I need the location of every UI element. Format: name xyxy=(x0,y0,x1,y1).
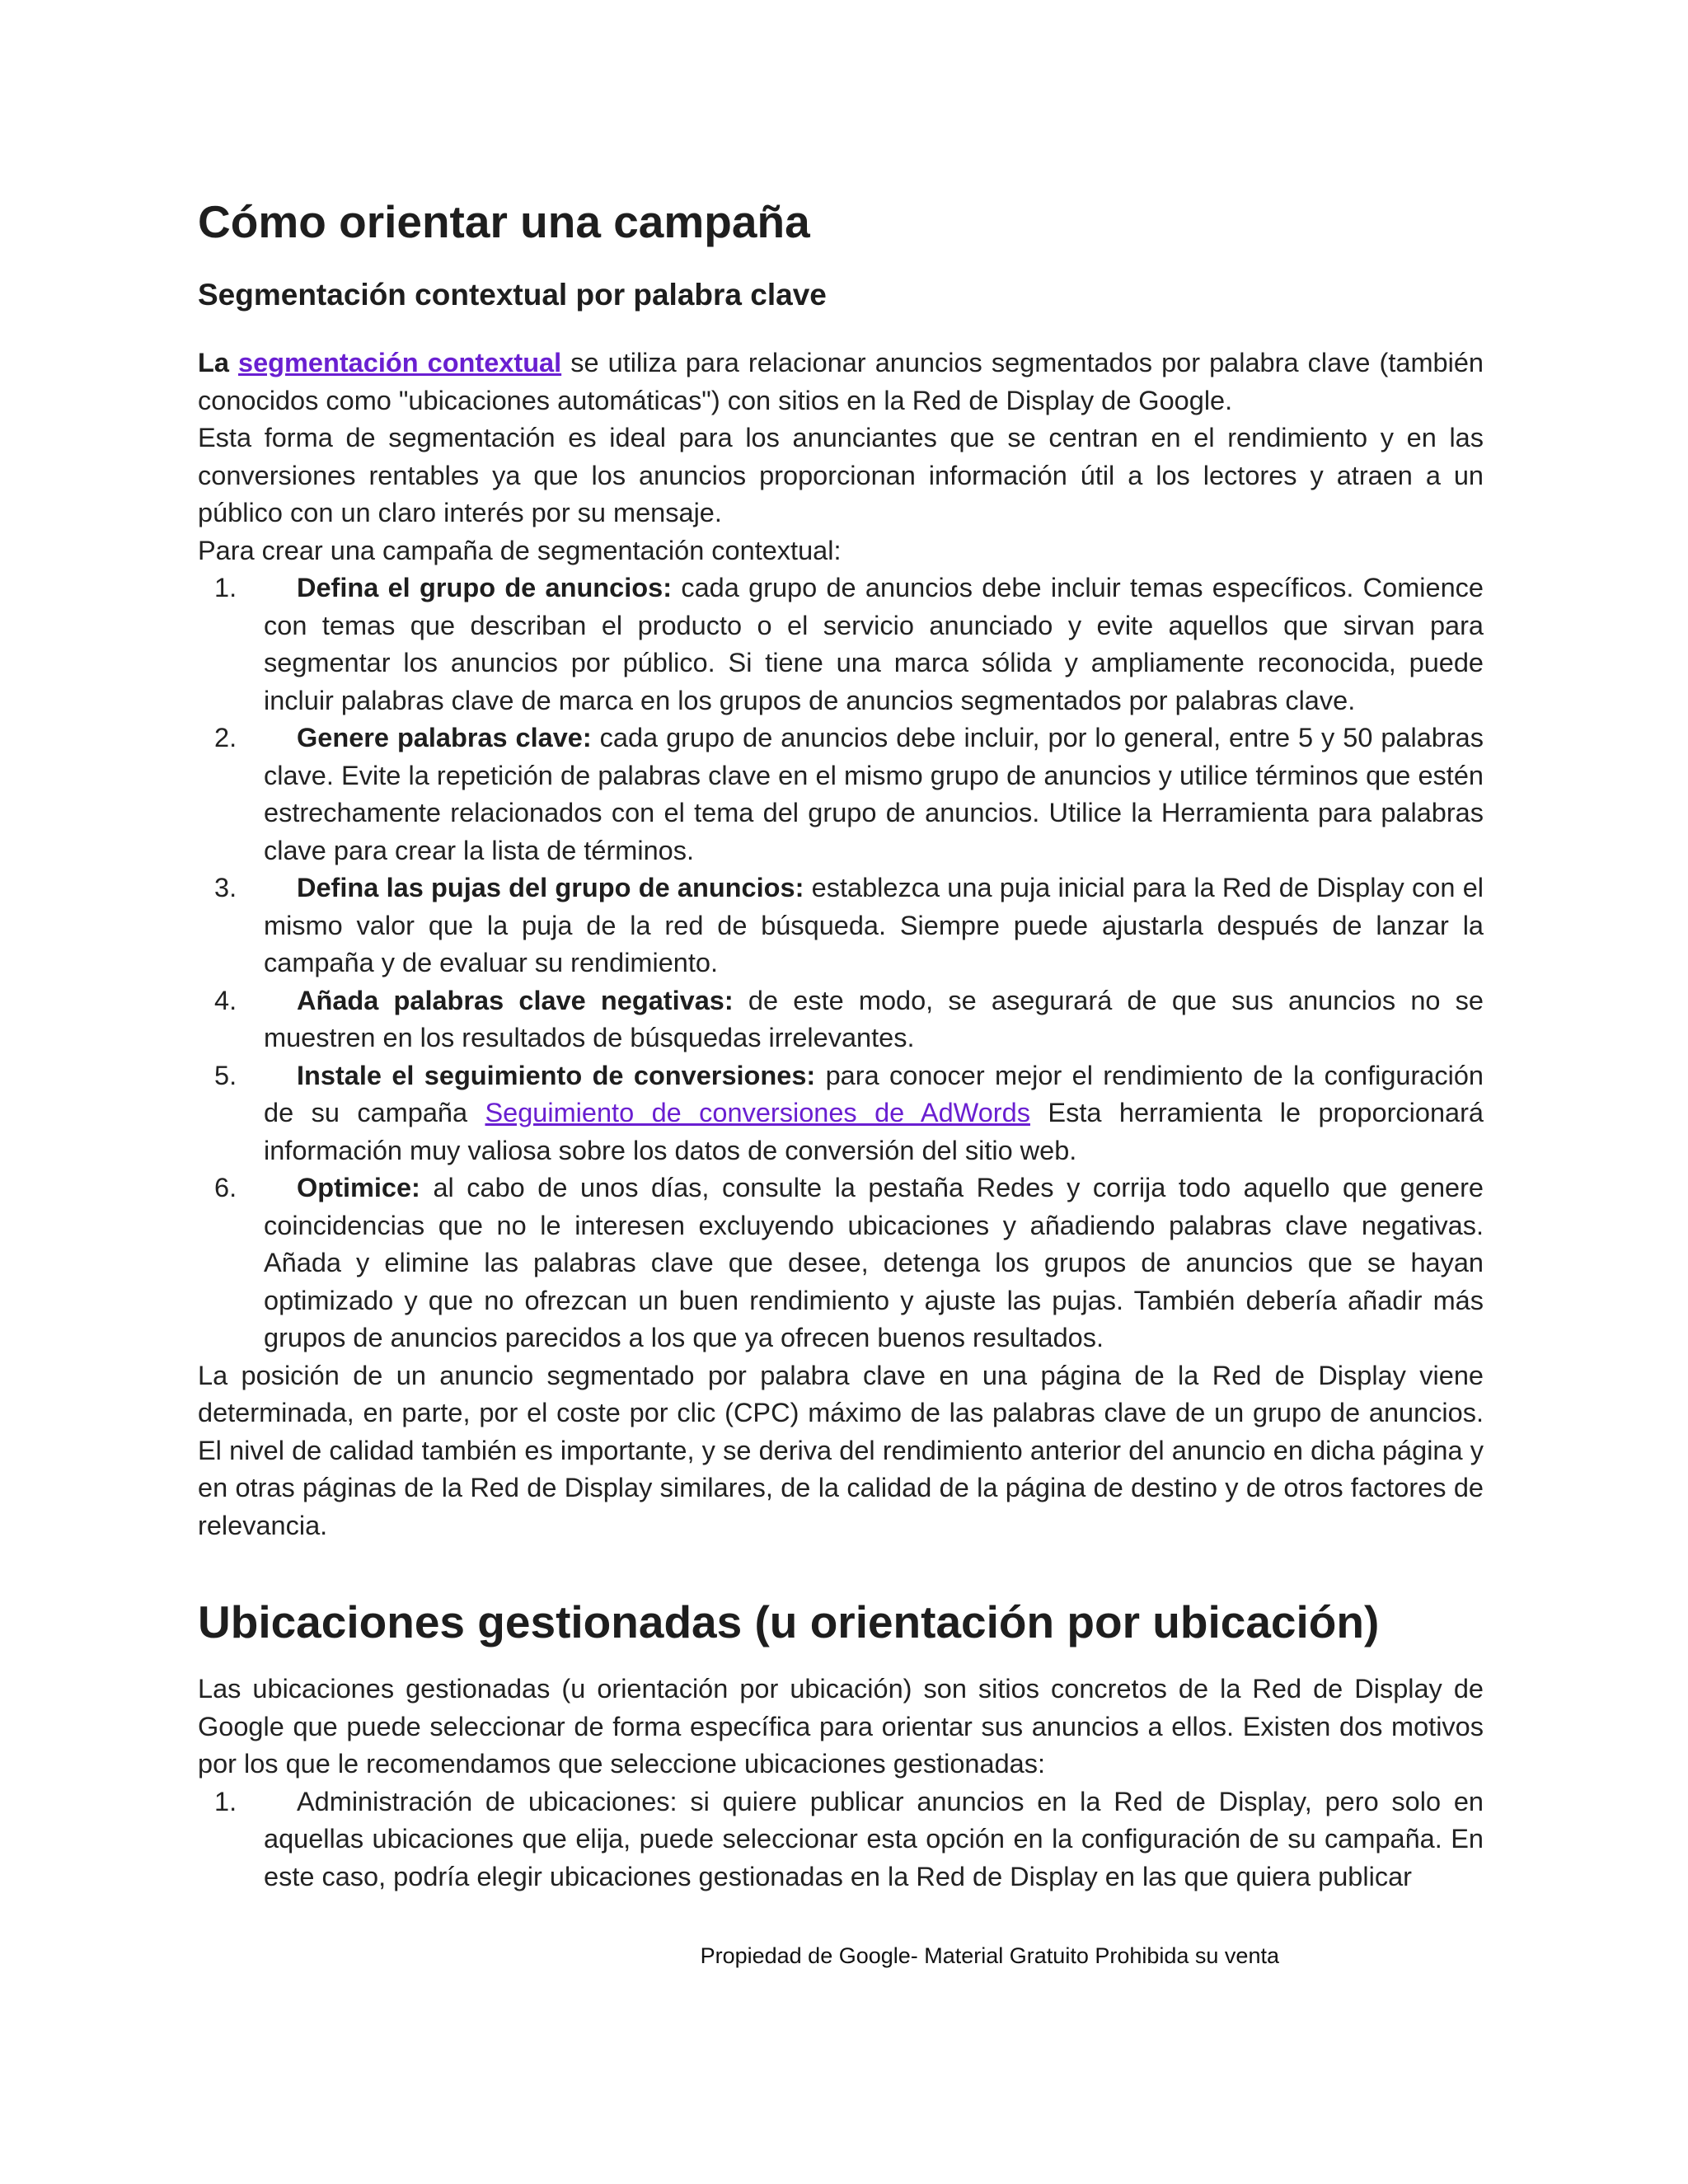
intro-paragraph xyxy=(198,344,1484,419)
list-item xyxy=(198,719,1484,869)
list-item xyxy=(198,1057,1484,1170)
list-intro: Para crear una campaña de segmentación contextual: xyxy=(198,535,842,565)
list-number: 5. xyxy=(214,1060,237,1090)
list-item xyxy=(198,1783,1484,1896)
intro-prefix: La xyxy=(198,348,229,377)
step-text: establezca una puja inicial para la Red de Display con el mismo valor que la puja de la red de búsqueda. Siempre puede ajustarla después de lanzar la campaña y de evaluar su rendimiento. xyxy=(264,873,1484,977)
reasons-list xyxy=(198,1783,1484,1896)
step-text: al cabo de unos días, consulte la pestaña Redes y corrija todo aquello que genere coincidencias que no le interesen excluyendo ubicaciones y añadiendo palabras clave negativas. Añada y elimine las palabras clave que desee, detenga los grupos de anuncios que se hayan optimizado y que no ofrezcan un buen rendimiento y ajuste las pujas. También debería añadir más grupos de anuncios parecidos a los que ya ofrecen buenos resultados. xyxy=(264,1173,1484,1352)
step-heading: Defina las pujas del grupo de anuncios: xyxy=(297,873,804,902)
step-text: cada grupo de anuncios debe incluir, por lo general, entre 5 y 50 palabras clave. Evite la repetición de palabras clave en el mismo grupo de anuncios y utilice términos que estén estrechamente relacionados con el tema del grupo de anuncios. Utilice la Herramienta para palabras clave para crear la lista de términos. xyxy=(264,723,1484,865)
list-item xyxy=(198,982,1484,1057)
list-number: 3. xyxy=(214,873,237,902)
adwords-conversion-tracking-link[interactable]: Seguimiento de conversiones de AdWords xyxy=(485,1098,1030,1127)
section-title-managed-placements: Ubicaciones gestionadas (u orientación por ubicación) xyxy=(198,1596,1380,1647)
paragraph-ideal-for: Esta forma de segmentación es ideal para los anunciantes que se centran en el rendimiento y en las conversiones rentables ya que los anuncios proporcionan información útil a los lectores y atraen a un público con un claro interés por su mensaje. xyxy=(198,423,1484,527)
list-item xyxy=(198,569,1484,719)
managed-placements-intro: Las ubicaciones gestionadas (u orientación por ubicación) son sitios concretos de la Red de Display de Google que puede seleccionar de forma específica para orientar sus anuncios a ellos. Existen dos motivos por los que le recomendamos que seleccione ubicaciones gestionadas: xyxy=(198,1674,1484,1779)
list-number: 2. xyxy=(214,723,237,752)
step-heading: Defina el grupo de anuncios: xyxy=(297,573,673,602)
list-number: 6. xyxy=(214,1173,237,1202)
section-body-managed-placements xyxy=(198,1671,1484,1896)
document-page xyxy=(198,0,1484,2184)
step-heading: Optimice: xyxy=(297,1173,420,1202)
list-number: 1. xyxy=(214,573,237,602)
closing-paragraph: La posición de un anuncio segmentado por palabra clave en una página de la Red de Display viene determinada, en parte, por el coste por clic (CPC) máximo de las palabras clave de un grupo de anuncios. El nivel de calidad también es importante, y se deriva del rendimiento anterior del anuncio en dicha página y en otras páginas de la Red de Display similares, de la calidad de la página de destino y de otros factores de relevancia. xyxy=(198,1360,1484,1540)
step-text: cada grupo de anuncios debe incluir temas específicos. Comience con temas que describan el producto o el servicio anunciado y evite aquellos que sirvan para segmentar los anuncios por público. Si tiene una marca sólida y ampliamente reconocida, puede incluir palabras clave de marca en los grupos de anuncios segmentados por palabras clave. xyxy=(264,573,1484,715)
step-heading: Instale el seguimiento de conversiones: xyxy=(297,1060,816,1090)
page-footer: Propiedad de Google- Material Gratuito Prohibida su venta xyxy=(700,1943,1279,1968)
list-number: 1. xyxy=(214,1786,237,1816)
list-number: 4. xyxy=(214,985,237,1015)
step-heading: Añada palabras clave negativas: xyxy=(297,985,734,1015)
section-subtitle: Segmentación contextual por palabra clave xyxy=(198,278,827,312)
section-title: Cómo orientar una campaña xyxy=(198,196,810,247)
step-text-after: Esta herramienta le proporcionará información muy valiosa sobre los datos de conversión del sitio web. xyxy=(264,1098,1484,1165)
step-text: de este modo, se asegurará de que sus anuncios no se muestren en los resultados de búsquedas irrelevantes. xyxy=(264,985,1484,1052)
list-item xyxy=(198,1169,1484,1357)
step-heading: Genere palabras clave: xyxy=(297,723,592,752)
step-text: Administración de ubicaciones: si quiere publicar anuncios en la Red de Display, pero solo en aquellas ubicaciones que elija, puede seleccionar esta opción en la configuración de su campaña. En este caso, podría elegir ubicaciones gestionadas en la Red de Display en las que quiera publicar xyxy=(264,1786,1484,1891)
list-item xyxy=(198,869,1484,982)
step-text-before: para conocer mejor el rendimiento de la configuración de su campaña xyxy=(264,1060,1484,1127)
intro-rest: se utiliza para relacionar anuncios segmentados por palabra clave (también conocidos como "ubicaciones automáticas") con sitios en la Red de Display de Google. xyxy=(198,348,1484,415)
contextual-segmentation-link[interactable]: segmentación contextual xyxy=(238,348,562,377)
section-body-contextual xyxy=(198,344,1484,1544)
steps-list xyxy=(198,569,1484,1357)
